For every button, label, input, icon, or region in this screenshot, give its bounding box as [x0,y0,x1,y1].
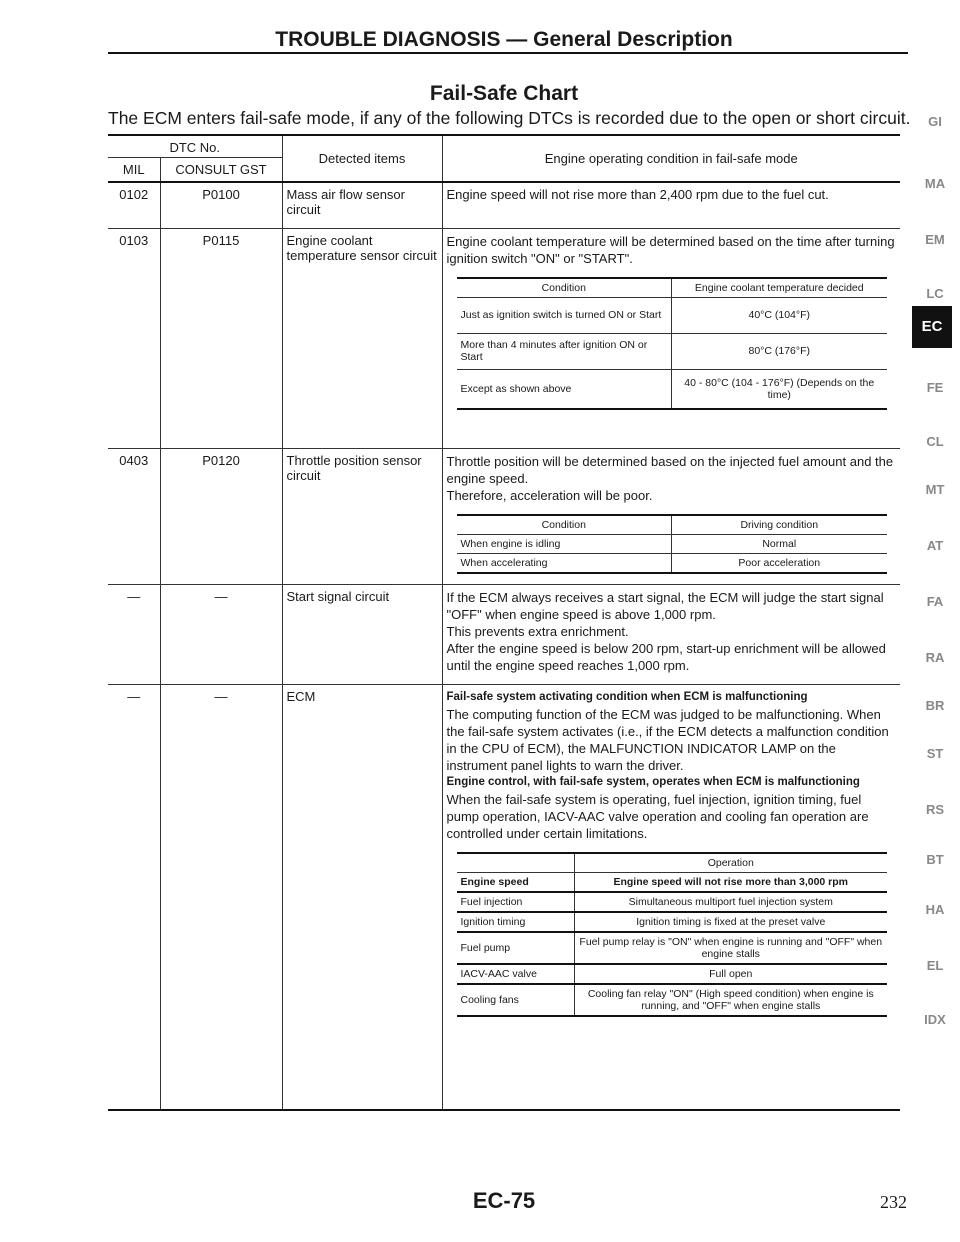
mil-code: 0102 [108,182,160,228]
side-tab-ha[interactable]: HA [925,902,945,917]
header-dtc-no: DTC No. [108,135,282,158]
subtable-cell: 40 - 80°C (104 - 176°F) (Depends on the time) [672,369,887,409]
detected-item: Mass air flow sensor circuit [282,182,442,228]
engine-condition: The computing function of the ECM was judged to be malfunctioning. When the fail-safe system activates (i.e., if the ECM detects a malfunction condition in the CPU of ECM), the MALFUNCTION INDICATOR LAMP on the instrument panel lights to warn the driver. [446,706,889,773]
subtable-cell: Full open [575,964,887,984]
subtable-cell: Normal [672,534,887,553]
subtable-cell: Ignition timing is fixed at the preset valve [575,912,887,932]
header-rule [108,52,908,54]
detected-item: Start signal circuit [282,584,442,684]
table-row [108,448,900,584]
header-engine-condition: Engine operating condition in fail-safe mode [442,135,900,182]
detected-item: Engine coolant temperature sensor circuit [282,228,442,448]
consult-code: P0120 [160,448,282,584]
engine-condition: Engine speed will not rise more than 2,400 rpm due to the fuel cut. [442,182,900,228]
table-row [108,684,900,1110]
side-tab-ec-active[interactable]: EC [912,306,952,348]
subtable-header [457,853,575,873]
side-tab-ma[interactable]: MA [924,176,946,191]
side-tab-em[interactable]: EM [925,232,945,247]
side-tab-st[interactable]: ST [926,746,944,761]
consult-code: — [160,684,282,1110]
subtable-cell: More than 4 minutes after ignition ON or Start [457,333,672,369]
table-row [108,228,900,448]
subtable-cell: 40°C (104°F) [672,297,887,333]
subtable-cell: Except as shown above [457,369,672,409]
mil-code: — [108,584,160,684]
subtable-cell: When engine is idling [457,534,672,553]
consult-code: — [160,584,282,684]
subtable-cell: Simultaneous multiport fuel injection system [575,892,887,912]
subtable-header: Condition [457,515,672,535]
side-tab-at[interactable]: AT [926,538,944,553]
side-tab-el[interactable]: EL [926,958,944,973]
mil-code: 0403 [108,448,160,584]
subtable-cell: Fuel injection [457,892,575,912]
section-page-code: EC-75 [472,1188,536,1213]
side-tab-idx[interactable]: IDX [924,1012,946,1027]
subtable-header: Driving condition [672,515,887,535]
subtable-cell: Cooling fans [457,984,575,1016]
side-tab-bt[interactable]: BT [926,852,944,867]
subtable-header: Operation [575,853,887,873]
mil-code: 0103 [108,228,160,448]
consult-code: P0115 [160,228,282,448]
engine-condition-note: This prevents extra enrichment. [446,623,629,639]
fail-safe-table [108,134,900,1111]
ecm-operation-subtable [457,852,887,1017]
detected-item: ECM [282,684,442,1110]
subtable-cell: Engine speed will not rise more than 3,000 rpm [575,872,887,892]
subtable-cell: IACV-AAC valve [457,964,575,984]
side-tab-cl[interactable]: CL [926,434,944,449]
intro-text: The ECM enters fail-safe mode, if any of the following DTCs is recorded due to the open or short circuit. [108,108,911,128]
header-consult-gst: CONSULT GST [160,158,282,183]
subtable-cell: Cooling fan relay "ON" (High speed condition) when engine is running, and "OFF" when engine stalls [575,984,887,1016]
bold-condition-heading: Engine control, with fail-safe system, operates when ECM is malfunctioning [446,775,860,788]
table-row [108,584,900,684]
engine-condition: If the ECM always receives a start signal, the ECM will judge the start signal "OFF" when engine speed is above 1,000 rpm. [446,589,884,622]
subtable-cell: Just as ignition switch is turned ON or Start [457,297,672,333]
subtable-cell: Ignition timing [457,912,575,932]
coolant-subtable [457,277,887,411]
side-tab-fa[interactable]: FA [926,594,944,609]
mil-code: — [108,684,160,1110]
subtable-cell: Fuel pump relay is "ON" when engine is running and "OFF" when engine stalls [575,932,887,964]
page-header: TROUBLE DIAGNOSIS — General Description [275,28,733,51]
subtable-cell: When accelerating [457,553,672,573]
chart-title: Fail-Safe Chart [429,82,579,105]
table-row [108,182,900,228]
throttle-subtable [457,514,887,574]
consult-code: P0100 [160,182,282,228]
side-tab-br[interactable]: BR [925,698,945,713]
subtable-header: Engine coolant temperature decided [672,278,887,298]
detected-item: Throttle position sensor circuit [282,448,442,584]
engine-condition-note: After the engine speed is below 200 rpm, start-up enrichment will be allowed until the engine speed reaches 1,000 rpm. [446,640,886,673]
page-number: 232 [880,1192,907,1212]
header-detected-items: Detected items [282,135,442,182]
side-tab-fe[interactable]: FE [926,380,944,395]
subtable-cell: Poor acceleration [672,553,887,573]
side-tab-ra[interactable]: RA [925,650,945,665]
subtable-cell: 80°C (176°F) [672,333,887,369]
side-tab-rs[interactable]: RS [925,802,945,817]
header-mil: MIL [108,158,160,183]
subtable-cell: Engine speed [457,872,575,892]
engine-condition: Throttle position will be determined based on the injected fuel amount and the engine speed. [446,453,894,486]
side-tab-lc[interactable]: LC [926,286,944,301]
bold-condition-heading: Fail-safe system activating condition when ECM is malfunctioning [446,690,808,703]
subtable-header: Condition [457,278,672,298]
subtable-cell: Fuel pump [457,932,575,964]
side-tab-mt[interactable]: MT [925,482,945,497]
engine-condition: Engine coolant temperature will be determined based on the time after turning ignition switch "ON" or "START". [446,233,895,266]
engine-condition-note: When the fail-safe system is operating, fuel injection, ignition timing, fuel pump operation, IACV-AAC valve operation and cooling fan operation are controlled under certain limitations. [446,791,869,841]
side-tab-gi[interactable]: GI [928,114,942,129]
engine-condition-note: Therefore, acceleration will be poor. [446,487,653,503]
